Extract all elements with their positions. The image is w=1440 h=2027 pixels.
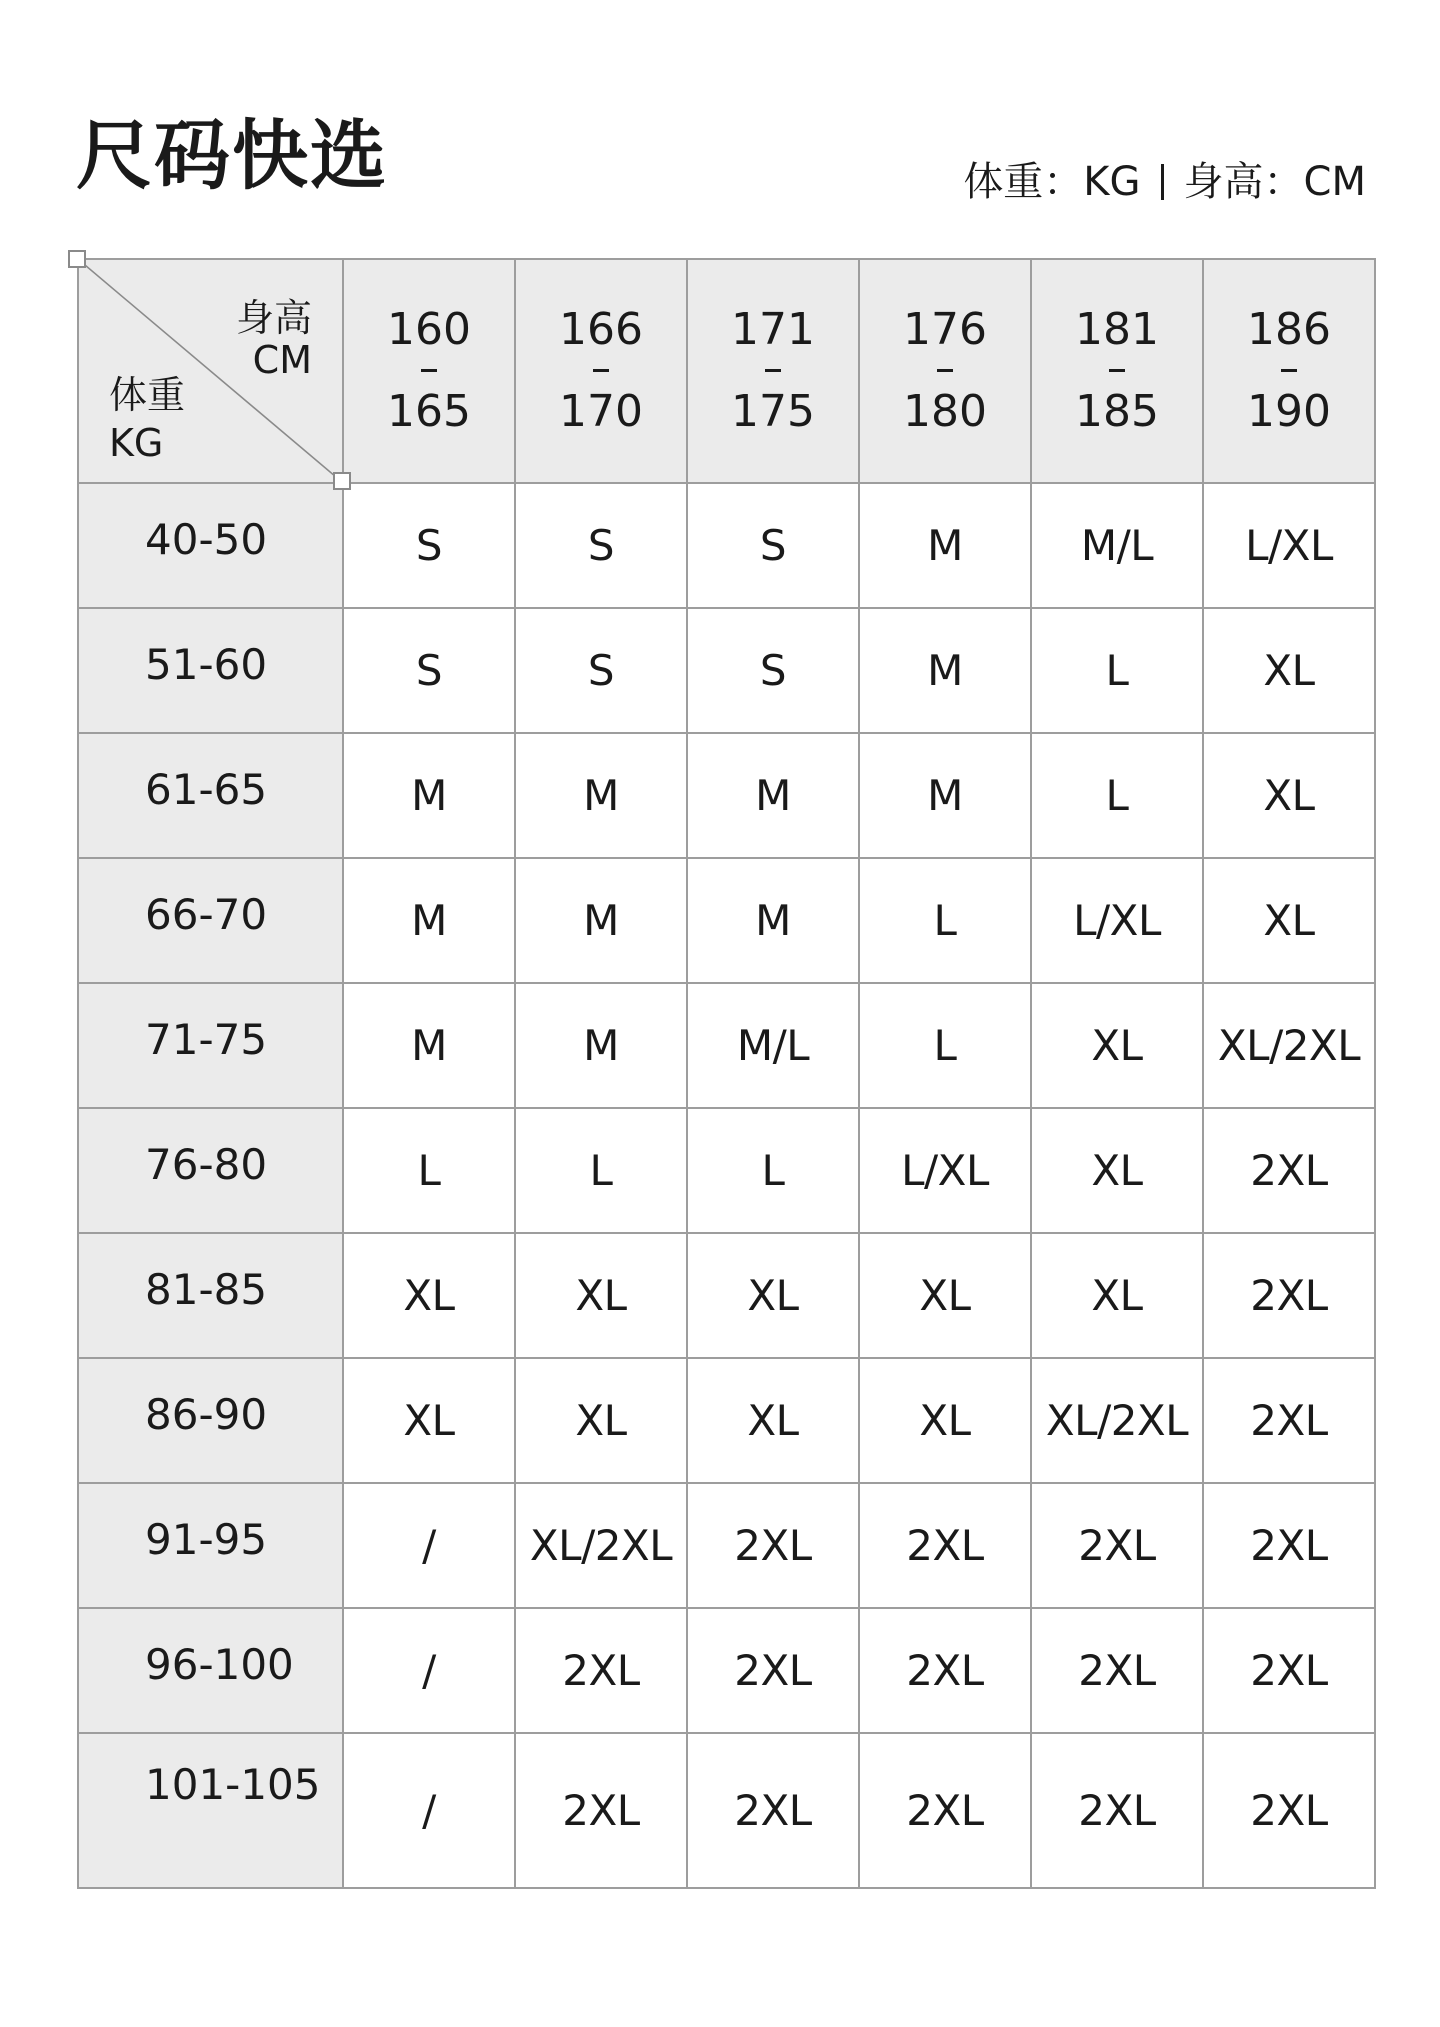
weight-range-label: 96-100	[145, 1640, 294, 1689]
size-cell: 2XL	[1203, 1733, 1375, 1888]
weight-range-cell	[78, 483, 343, 608]
size-cell: 2XL	[687, 1733, 859, 1888]
table-row	[78, 608, 1375, 733]
size-cell: 2XL	[859, 1608, 1031, 1733]
height-range-from: 166	[559, 304, 643, 355]
size-cell: XL	[859, 1233, 1031, 1358]
size-cell: /	[343, 1733, 515, 1888]
size-cell: XL	[343, 1358, 515, 1483]
height-range-from: 186	[1247, 304, 1331, 355]
size-cell: M	[687, 858, 859, 983]
weight-range-cell	[78, 1108, 343, 1233]
range-dash	[1032, 352, 1202, 390]
resize-handle-bottom-right[interactable]	[333, 472, 351, 490]
size-cell: M	[515, 733, 687, 858]
size-cell: S	[515, 483, 687, 608]
height-range-from: 176	[903, 304, 987, 355]
size-cell: /	[343, 1483, 515, 1608]
size-cell: S	[343, 608, 515, 733]
size-cell: M/L	[1031, 483, 1203, 608]
size-cell: L/XL	[1203, 483, 1375, 608]
height-range-from: 160	[387, 304, 471, 355]
table-row	[78, 1733, 1375, 1888]
height-range-to: 165	[387, 386, 471, 437]
height-column-header	[515, 259, 687, 483]
table-row	[78, 1608, 1375, 1733]
size-cell: XL	[1203, 608, 1375, 733]
size-cell: 2XL	[687, 1483, 859, 1608]
resize-handle-top-left[interactable]	[68, 250, 86, 268]
height-unit-label: 身高：CM	[1183, 159, 1366, 205]
size-cell: M	[859, 483, 1031, 608]
corner-height-text: 身高	[235, 296, 312, 340]
size-cell: 2XL	[1031, 1483, 1203, 1608]
table-row	[78, 858, 1375, 983]
height-range-from: 181	[1075, 304, 1159, 355]
range-dash	[344, 352, 514, 390]
size-cell: M	[515, 858, 687, 983]
weight-range-cell	[78, 858, 343, 983]
weight-range-label: 71-75	[145, 1015, 268, 1064]
weight-range-cell	[78, 1358, 343, 1483]
size-cell: L	[687, 1108, 859, 1233]
size-cell: M/L	[687, 983, 859, 1108]
size-cell: XL	[1203, 858, 1375, 983]
size-cell: XL	[687, 1233, 859, 1358]
weight-range-label: 101-105	[145, 1760, 321, 1809]
size-cell: L	[343, 1108, 515, 1233]
weight-range-cell	[78, 1608, 343, 1733]
size-cell: S	[687, 483, 859, 608]
size-cell: 2XL	[859, 1483, 1031, 1608]
corner-header-cell	[78, 259, 343, 483]
height-column-header	[1203, 259, 1375, 483]
size-chart-table	[77, 258, 1376, 1889]
weight-range-label: 51-60	[145, 640, 268, 689]
weight-range-label: 76-80	[145, 1140, 268, 1189]
height-column-header	[687, 259, 859, 483]
corner-weight-unit: KG	[109, 420, 164, 465]
size-cell: M	[687, 733, 859, 858]
size-cell: L	[515, 1108, 687, 1233]
height-column-header	[1031, 259, 1203, 483]
size-cell: /	[343, 1608, 515, 1733]
size-cell: S	[343, 483, 515, 608]
range-dash	[860, 352, 1030, 390]
size-cell: M	[859, 733, 1031, 858]
height-range-from: 171	[731, 304, 815, 355]
table-row	[78, 1108, 1375, 1233]
header-row	[78, 259, 1375, 483]
weight-range-cell	[78, 1483, 343, 1608]
size-cell: L	[1031, 608, 1203, 733]
weight-range-cell	[78, 733, 343, 858]
size-cell: XL	[343, 1233, 515, 1358]
size-cell: S	[515, 608, 687, 733]
size-cell: L/XL	[1031, 858, 1203, 983]
size-cell: XL	[1031, 1233, 1203, 1358]
size-cell: XL	[515, 1233, 687, 1358]
corner-height-label	[236, 298, 312, 382]
size-cell: XL	[1031, 1108, 1203, 1233]
height-range-to: 190	[1247, 386, 1331, 437]
table-row	[78, 733, 1375, 858]
weight-unit-label: 体重：KG	[963, 159, 1141, 205]
size-cell: XL	[1031, 983, 1203, 1108]
weight-range-label: 40-50	[145, 515, 268, 564]
weight-range-label: 86-90	[145, 1390, 268, 1439]
height-range-to: 175	[731, 386, 815, 437]
table-row	[78, 1358, 1375, 1483]
range-dash	[688, 352, 858, 390]
size-cell: 2XL	[1031, 1733, 1203, 1888]
weight-range-label: 91-95	[145, 1515, 268, 1564]
size-cell: 2XL	[1203, 1108, 1375, 1233]
weight-range-label: 61-65	[145, 765, 268, 814]
weight-range-label: 81-85	[145, 1265, 268, 1314]
size-cell: XL/2XL	[515, 1483, 687, 1608]
size-cell: M	[343, 983, 515, 1108]
weight-range-cell	[78, 1733, 343, 1888]
corner-height-unit: CM	[252, 337, 312, 382]
size-cell: L	[859, 983, 1031, 1108]
weight-range-cell	[78, 608, 343, 733]
height-column-header	[343, 259, 515, 483]
size-cell: 2XL	[1031, 1608, 1203, 1733]
size-cell: 2XL	[515, 1733, 687, 1888]
size-cell: S	[687, 608, 859, 733]
size-cell: 2XL	[1203, 1358, 1375, 1483]
size-cell: M	[515, 983, 687, 1108]
size-cell: 2XL	[859, 1733, 1031, 1888]
table-row	[78, 1233, 1375, 1358]
size-cell: XL/2XL	[1031, 1358, 1203, 1483]
weight-range-cell	[78, 983, 343, 1108]
weight-range-cell	[78, 1233, 343, 1358]
height-range-to: 185	[1075, 386, 1159, 437]
range-dash	[1204, 352, 1374, 390]
size-cell: 2XL	[515, 1608, 687, 1733]
size-cell: L	[1031, 733, 1203, 858]
size-cell: 2XL	[687, 1608, 859, 1733]
size-cell: XL	[515, 1358, 687, 1483]
page-title: 尺码快选	[76, 111, 388, 200]
range-dash	[516, 352, 686, 390]
weight-range-label: 66-70	[145, 890, 268, 939]
size-cell: XL	[1203, 733, 1375, 858]
size-cell: 2XL	[1203, 1608, 1375, 1733]
corner-weight-text: 体重	[109, 373, 186, 417]
size-cell: L	[859, 858, 1031, 983]
units-separator	[1161, 164, 1164, 200]
height-range-to: 180	[903, 386, 987, 437]
height-range-to: 170	[559, 386, 643, 437]
size-cell: M	[343, 733, 515, 858]
size-cell: XL/2XL	[1203, 983, 1375, 1108]
size-cell: M	[343, 858, 515, 983]
table-row	[78, 1483, 1375, 1608]
table-row	[78, 983, 1375, 1108]
units-legend	[963, 159, 1366, 205]
height-column-header	[859, 259, 1031, 483]
size-cell: 2XL	[1203, 1483, 1375, 1608]
size-cell: 2XL	[1203, 1233, 1375, 1358]
size-cell: L/XL	[859, 1108, 1031, 1233]
size-cell: M	[859, 608, 1031, 733]
corner-weight-label	[109, 372, 185, 467]
table-body	[78, 483, 1375, 1888]
size-cell: XL	[687, 1358, 859, 1483]
table-row	[78, 483, 1375, 608]
size-cell: XL	[859, 1358, 1031, 1483]
